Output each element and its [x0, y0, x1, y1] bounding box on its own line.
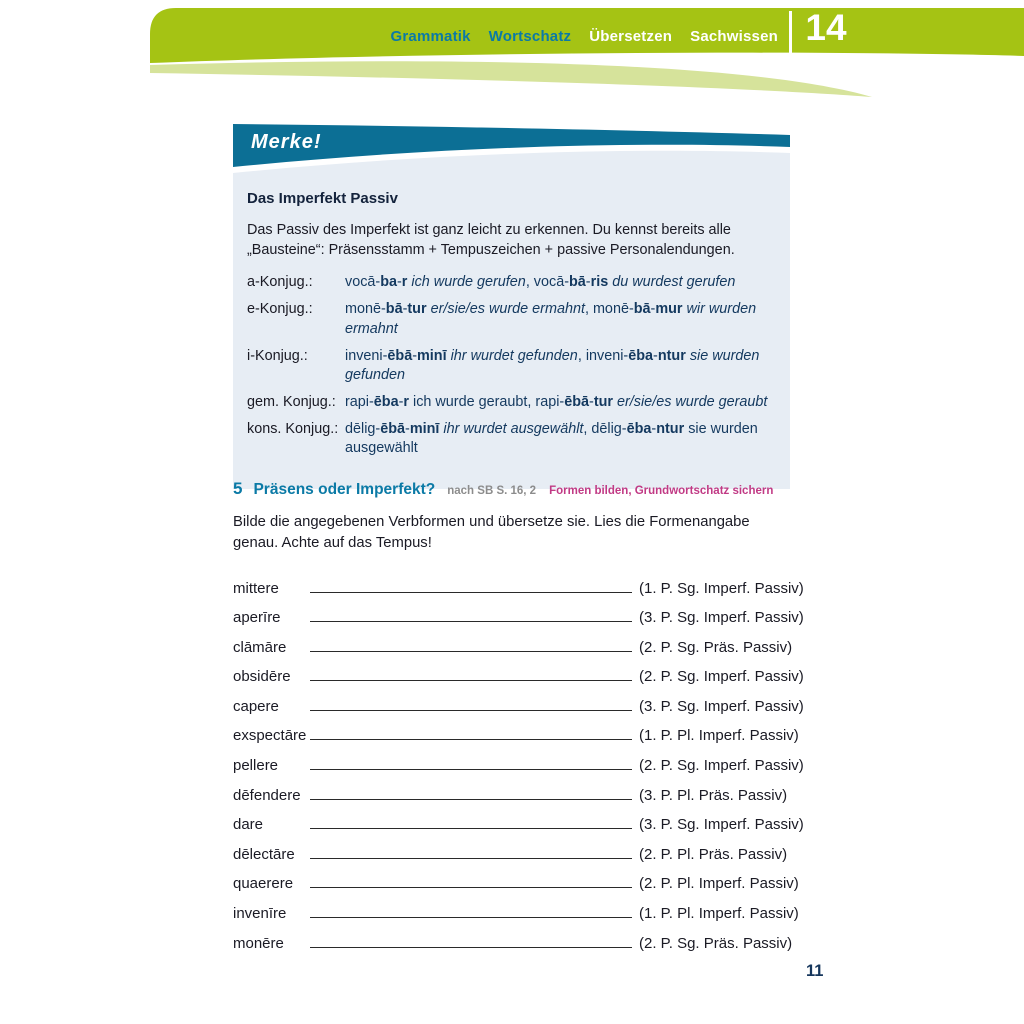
- nav-item-uebersetzen: Übersetzen: [589, 28, 673, 45]
- merke-banner: [233, 122, 790, 180]
- conjugation-row-i: [247, 347, 774, 385]
- verb-label: capere: [233, 697, 279, 715]
- verb-label: obsidēre: [233, 668, 291, 686]
- merke-title: Das Imperfekt Passiv: [247, 190, 398, 207]
- exercise-row: [233, 744, 804, 775]
- conjugation-forms: vocā-ba-r ich wurde gerufen, vocā-bā-ris du wurdest gerufen: [345, 274, 736, 291]
- exercise-5: [233, 479, 804, 952]
- form-spec-label: (1. P. Pl. Imperf. Passiv): [639, 905, 799, 923]
- form-spec-label: (3. P. Sg. Imperf. Passiv): [639, 697, 804, 715]
- answer-blank[interactable]: [310, 916, 632, 918]
- conjugation-row-kons: [247, 420, 774, 458]
- conjugation-class-label: kons. Konjug.:: [247, 421, 339, 438]
- chapter-number: 14: [805, 7, 847, 48]
- exercise-row: [233, 656, 804, 686]
- form-spec-label: (1. P. Pl. Imperf. Passiv): [639, 727, 799, 745]
- answer-blank[interactable]: [310, 768, 632, 770]
- answer-blank[interactable]: [310, 709, 632, 711]
- exercise-competence-tag: Formen bilden, Grundwortschatz sichern: [549, 485, 774, 497]
- exercise-row: [233, 715, 799, 745]
- verb-label: monēre: [233, 934, 284, 952]
- verb-label: aperīre: [233, 609, 281, 627]
- form-spec-label: (3. P. Sg. Imperf. Passiv): [639, 816, 804, 834]
- exercise-row: [233, 597, 804, 627]
- verb-label: clāmāre: [233, 638, 287, 656]
- section-nav: [0, 28, 778, 45]
- exercise-row: [233, 922, 791, 952]
- verb-label: pellere: [233, 757, 279, 775]
- verb-label: dēlectāre: [233, 845, 295, 863]
- answer-blank[interactable]: [310, 946, 632, 948]
- answer-blank[interactable]: [310, 857, 632, 859]
- conjugation-row-e: [247, 300, 774, 338]
- answer-blank[interactable]: [310, 591, 632, 593]
- exercise-instructions: Bilde die angegebenen Verbformen und übersetze sie. Lies die Formenangabe genau. Achte auf das Tempus!: [233, 514, 750, 552]
- exercise-row: [233, 626, 791, 656]
- conjugation-class-label: a-Konjug.:: [247, 274, 313, 291]
- exercise-row: [233, 804, 804, 834]
- answer-blank[interactable]: [310, 650, 632, 652]
- page-number: 11: [806, 962, 824, 980]
- merke-box: [233, 122, 790, 489]
- form-spec-label: (2. P. Sg. Präs. Passiv): [639, 638, 793, 656]
- verb-label: exspectāre: [233, 727, 307, 745]
- verb-label: dare: [233, 816, 264, 834]
- exercise-row: [233, 833, 791, 863]
- exercise-rows: [233, 567, 804, 952]
- exercise-row: [233, 774, 791, 804]
- verb-label: invenīre: [233, 905, 287, 923]
- conjugation-forms: rapi-ēba-r ich wurde geraubt, rapi-ēbā-tur er/sie/es wurde geraubt: [345, 394, 768, 411]
- exercise-row: [233, 892, 799, 923]
- form-spec-label: (2. P. Sg. Präs. Passiv): [639, 934, 793, 952]
- exercise-header: [233, 479, 791, 499]
- exercise-title: Präsens oder Imperfekt?: [253, 481, 436, 498]
- answer-blank[interactable]: [310, 679, 632, 681]
- form-spec-label: (2. P. Pl. Präs. Passiv): [639, 845, 788, 863]
- conjugation-class-label: e-Konjug.:: [247, 301, 313, 318]
- merke-banner-label: Merke!: [251, 131, 322, 153]
- merke-intro-text: Das Passiv des Imperfekt ist ganz leicht zu erkennen. Du kennst bereits alle „Bausteine“: Präsensstamm + Tempuszeichen + passive Personalendungen.: [247, 222, 735, 259]
- header-band-graphic: [0, 0, 1024, 110]
- exercise-number: 5: [233, 479, 243, 498]
- conjugation-row-gem: [247, 393, 774, 412]
- verb-label: dēfendere: [233, 786, 301, 804]
- answer-blank[interactable]: [310, 620, 632, 622]
- verb-label: mittere: [233, 579, 279, 597]
- form-spec-label: (1. P. Sg. Imperf. Passiv): [639, 579, 804, 597]
- conjugation-forms: monē-bā-tur er/sie/es wurde ermahnt, monē-bā-mur wir wurden ermahnt: [345, 301, 757, 337]
- form-spec-label: (3. P. Sg. Imperf. Passiv): [639, 609, 804, 627]
- answer-blank[interactable]: [310, 738, 632, 740]
- conjugation-forms: dēlig-ēbā-minī ihr wurdet ausgewählt, dēlig-ēba-ntur sie wurden ausgewählt: [345, 421, 758, 457]
- answer-blank[interactable]: [310, 798, 632, 800]
- form-spec-label: (2. P. Sg. Imperf. Passiv): [639, 668, 804, 686]
- form-spec-label: (2. P. Pl. Imperf. Passiv): [639, 875, 799, 893]
- nav-item-grammatik: Grammatik: [390, 28, 471, 45]
- answer-blank[interactable]: [310, 827, 632, 829]
- green-wave-shape: [150, 61, 872, 97]
- form-spec-label: (3. P. Pl. Präs. Passiv): [639, 786, 788, 804]
- exercise-row: [233, 685, 804, 715]
- merke-body: [233, 180, 790, 489]
- conjugation-row-a: [247, 273, 774, 292]
- conjugation-class-label: gem. Konjug.:: [247, 394, 336, 411]
- conjugation-class-label: i-Konjug.:: [247, 347, 308, 364]
- answer-blank[interactable]: [310, 886, 632, 888]
- conjugation-forms: inveni-ēbā-minī ihr wurdet gefunden, inveni-ēba-ntur sie wurden gefunden: [345, 347, 760, 383]
- header-divider: [789, 11, 792, 53]
- exercise-reference: nach SB S. 16, 2: [447, 485, 537, 497]
- verb-label: quaerere: [233, 875, 294, 893]
- nav-item-wortschatz: Wortschatz: [488, 28, 572, 45]
- form-spec-label: (2. P. Sg. Imperf. Passiv): [639, 757, 804, 775]
- nav-item-sachwissen: Sachwissen: [690, 28, 778, 45]
- exercise-row: [233, 567, 804, 597]
- exercise-row: [233, 863, 799, 893]
